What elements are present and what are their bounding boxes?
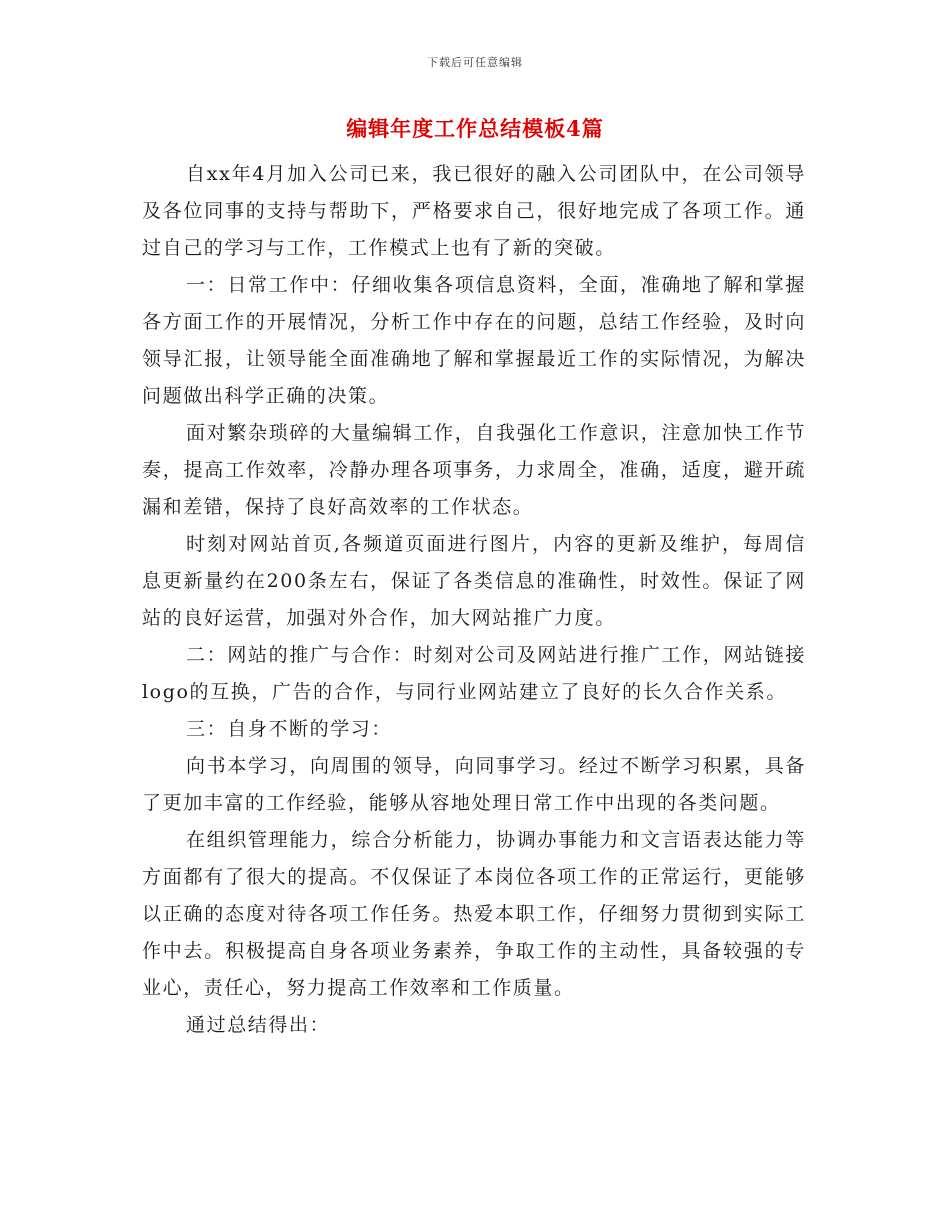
- document-title: 编辑年度工作总结模板4篇: [346, 116, 604, 141]
- paragraph-abilities: 在组织管理能力，综合分析能力，协调办事能力和文言语表达能力等方面都有了很大的提高。不仅保证了本岗位各项工作的正常运行，更能够以正确的态度对待各项工作任务。热爱本职工作，仔细努力贯彻到实际工作中去。积极提高自身各项业务素养，争取工作的主动性，具备较强的专业心，责任心，努力提高工作效率和工作质量。: [142, 829, 806, 999]
- paragraph-learning-heading: 三：自身不断的学习：: [186, 718, 393, 740]
- header-note: 下载后可任意编辑: [427, 56, 523, 69]
- paragraph-promotion: 二：网站的推广与合作：时刻对公司及网站进行推广工作，网站链接logo的互换，广告的合作，与同行业网站建立了良好的长久合作关系。: [142, 644, 806, 703]
- paragraph-summary-lead: 通过总结得出：: [186, 1014, 331, 1036]
- paragraph-editing-work: 面对繁杂琐碎的大量编辑工作，自我强化工作意识，注意加快工作节奏，提高工作效率，冷静办理各项事务，力求周全，准确，适度，避开疏漏和差错，保持了良好高效率的工作状态。: [142, 422, 806, 518]
- paragraph-learning: 向书本学习，向周围的领导，向同事学习。经过不断学习积累，具备了更加丰富的工作经验，能够从容地处理日常工作中出现的各类问题。: [142, 755, 806, 814]
- document-body: [142, 156, 806, 1044]
- paragraph-intro: 自xx年4月加入公司已来，我已很好的融入公司团队中，在公司领导及各位同事的支持与帮助下，严格要求自己，很好地完成了各项工作。通过自己的学习与工作，工作模式上也有了新的突破。: [142, 163, 806, 259]
- paragraph-daily-work: 一：日常工作中：仔细收集各项信息资料，全面，准确地了解和掌握各方面工作的开展情况，分析工作中存在的问题，总结工作经验，及时向领导汇报，让领导能全面准确地了解和掌握最近工作的实际情况，为解决问题做出科学正确的决策。: [142, 274, 806, 407]
- paragraph-website-update: 时刻对网站首页,各频道页面进行图片，内容的更新及维护，每周信息更新量约在200条左右，保证了各类信息的准确性，时效性。保证了网站的良好运营，加强对外合作，加大网站推广力度。: [142, 533, 806, 629]
